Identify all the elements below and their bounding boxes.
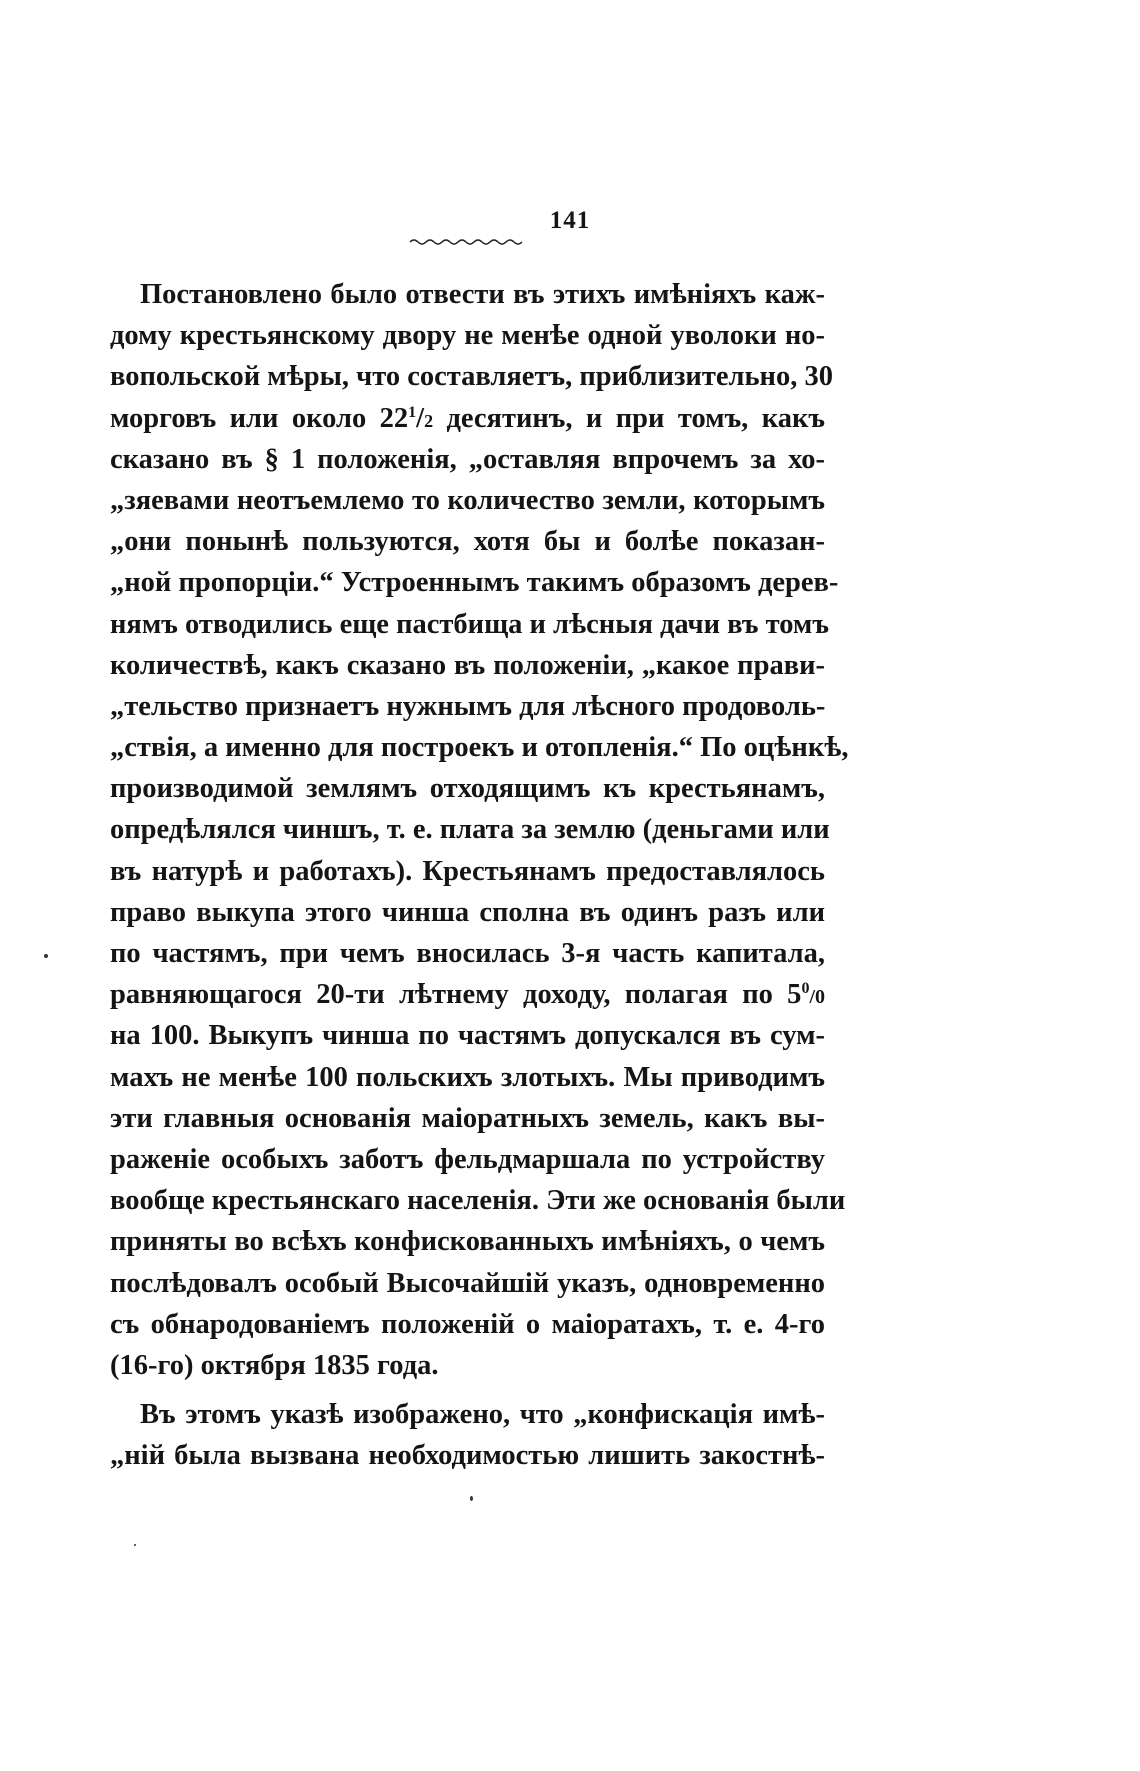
percent-lead: равняющагося 20-ти лѣтнему доходу, полагая по 5 [110, 979, 802, 1011]
percent-tail: /0 [809, 986, 825, 1009]
text-line: опредѣлялся чиншъ, т. е. плата за землю (деньгами или [110, 814, 830, 846]
text-line: по частямъ, при чемъ вносилась 3-я часть капитала, [110, 938, 825, 969]
fraction-numerator: 1 [408, 403, 417, 421]
text-line: дому крестьянскому двору не менѣе одной уволоки но- [110, 320, 825, 352]
text-line-with-percent [110, 974, 825, 1015]
text-line: право выкупа этого чинша сполна въ одинъ разъ или [110, 896, 825, 928]
fraction-denominator: 2 [424, 410, 434, 431]
text-line: „ствія, а именно для построекъ и отопленія.“ По оцѣнкѣ, [110, 732, 849, 764]
text-line: сказано въ § 1 положенія, „оставляя впрочемъ за хо- [110, 443, 825, 475]
paragraph-1 [110, 274, 849, 1386]
text-line: раженіе особыхъ заботъ фельдмаршала по устройству [110, 1143, 825, 1175]
scan-speck [134, 1544, 136, 1546]
text-line: въ натурѣ и работахъ). Крестьянамъ предоставлялось [110, 855, 825, 887]
text-line: производимой землямъ отходящимъ къ крестьянамъ, [110, 773, 825, 805]
text-line: Постановлено было отвести въ этихъ имѣніяхъ каж- [140, 279, 825, 310]
scan-speck [470, 1496, 473, 1501]
fraction-lead: морговъ или около 22 [110, 402, 409, 434]
page-number-ornament [408, 236, 528, 246]
fraction-slash: / [416, 402, 425, 434]
text-line: „они понынѣ пользуются, хотя бы и болѣе показан- [110, 526, 825, 558]
scan-speck [44, 954, 48, 958]
text-line: эти главныя основанія маіоратныхъ земель, какъ вы- [110, 1102, 825, 1134]
text-line: нямъ отводились еще пастбища и лѣсныя дачи въ томъ [110, 608, 829, 640]
fraction-after: десятинъ, и при томъ, какъ [433, 402, 825, 434]
text-line: „тельство признаетъ нужнымъ для лѣсного продоволь- [110, 690, 826, 722]
text-line: съ обнародованіемъ положеній о маіоратахъ, т. е. 4-го [110, 1308, 825, 1340]
text-line: Въ этомъ указѣ изображено, что „конфискація имѣ- [140, 1399, 825, 1431]
text-line: вообще крестьянскаго населенія. Эти же основанія были [110, 1185, 846, 1217]
page-number: 141 [549, 207, 591, 234]
paragraph-2 [110, 1394, 825, 1476]
text-line-with-fraction [110, 398, 825, 439]
text-line: вопольской мѣры, что составляетъ, приблизительно, 30 [110, 361, 833, 393]
text-line: послѣдовалъ особый Высочайшій указъ, одновременно [110, 1267, 825, 1299]
text-line: на 100. Выкупъ чинша по частямъ допускался въ сум- [110, 1020, 825, 1052]
paragraph-gap [110, 1386, 825, 1394]
text-line: „ній была вызвана необходимостью лишить закостнѣ- [110, 1440, 825, 1472]
text-line: „ной пропорціи.“ Устроеннымъ такимъ образомъ дерев- [110, 567, 839, 599]
text-line: количествѣ, какъ сказано въ положеніи, „какое прави- [110, 649, 825, 681]
text-line: (16-го) октября 1835 года. [110, 1349, 439, 1381]
body-text [110, 274, 849, 1476]
text-line: „зяевами неотъемлемо то количество земли, которымъ [110, 484, 825, 516]
text-line: приняты во всѣхъ конфискованныхъ имѣніяхъ, о чемъ [110, 1226, 825, 1258]
text-line: махъ не менѣе 100 польскихъ злотыхъ. Мы приводимъ [110, 1061, 825, 1093]
percent-superscript: 0 [801, 980, 810, 998]
